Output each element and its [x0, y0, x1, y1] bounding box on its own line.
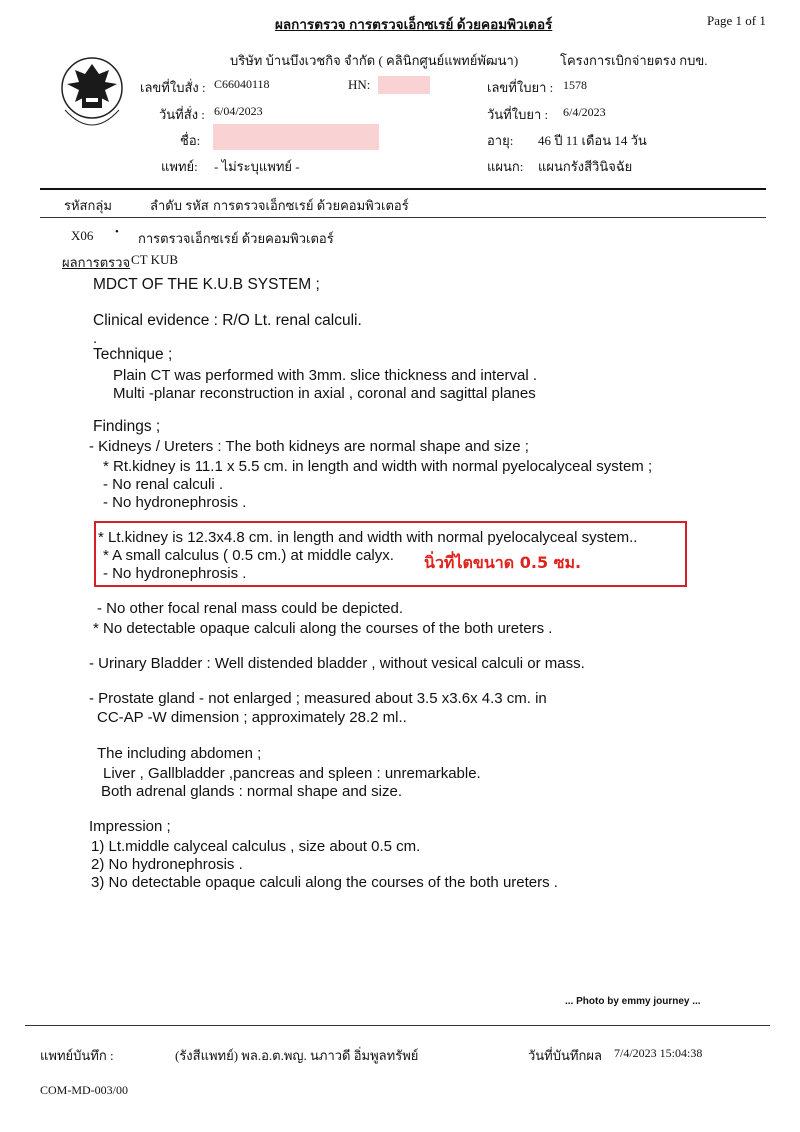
result-label: ผลการตรวจ [62, 255, 131, 270]
prostate-line-1: - Prostate gland - not enlarged ; measured about 3.5 x3.6x 4.3 cm. in [89, 690, 547, 707]
hn-redaction [378, 76, 430, 94]
prostate-line-2: CC-AP -W dimension ; approximately 28.2 ml.. [97, 709, 407, 726]
urinary-bladder-line: - Urinary Bladder : Well distended bladder , without vesical calculi or mass. [89, 655, 585, 672]
col-exam: การตรวจเอ็กซเรย์ ด้วยคอมพิวเตอร์ [213, 198, 409, 213]
impression-2: 2) No hydronephrosis . [91, 856, 243, 873]
recorder-name: (รังสีแพทย์) พล.อ.ต.พญ. นภาวดี อิ่มพูลทรัพย์ [175, 1048, 419, 1063]
rt-no-calculi: - No renal calculi . [103, 476, 224, 493]
lt-kidney-line: * Lt.kidney is 12.3x4.8 cm. in length and width with normal pyelocalyceal system.. [98, 529, 638, 546]
impression-heading: Impression ; [89, 818, 171, 835]
technique-line-1: Plain CT was performed with 3mm. slice thickness and interval . [113, 367, 538, 384]
record-date-value: 7/4/2023 15:04:38 [614, 1046, 703, 1060]
exam-code: X06 [71, 228, 94, 243]
name-redaction [213, 124, 379, 150]
photo-credit: ... Photo by emmy journey ... [565, 996, 701, 1007]
impression-3: 3) No detectable opaque calculi along the courses of the both ureters . [91, 874, 558, 891]
col-seq-code: ลำดับ รหัส [150, 198, 209, 213]
result-exam: CT KUB [131, 252, 179, 267]
no-focal-mass: - No other focal renal mass could be depicted. [97, 600, 403, 617]
findings-heading: Findings ; [93, 418, 161, 435]
order-date-label: วันที่สั่ง : [159, 107, 205, 122]
header-divider-top [40, 188, 766, 190]
technique-line-2: Multi -planar reconstruction in axial , coronal and sagittal planes [113, 385, 536, 402]
header-divider-bottom [40, 217, 766, 218]
garuda-emblem-icon [45, 50, 140, 150]
clinic-logo [45, 50, 140, 150]
project-name: โครงการเบิกจ่ายตรง กบข. [560, 53, 708, 68]
abdomen-organs-line: Liver , Gallbladder ,pancreas and spleen : unremarkable. [103, 765, 481, 782]
exam-name: การตรวจเอ็กซเรย์ ด้วยคอมพิวเตอร์ [138, 231, 334, 246]
clinical-evidence: Clinical evidence : R/O Lt. renal calculi. [93, 312, 362, 329]
order-no-value: C66040118 [214, 77, 270, 91]
hn-label: HN: [348, 77, 371, 92]
record-date-label: วันที่บันทึกผล [528, 1048, 602, 1063]
page-number: Page 1 of 1 [707, 13, 766, 28]
rx-date-value: 6/4/2023 [563, 105, 606, 119]
rt-no-hydronephrosis: - No hydronephrosis . [103, 494, 247, 511]
logo-text [45, 50, 46, 51]
age-value: 46 ปี 11 เดือน 14 วัน [538, 133, 647, 148]
no-ureter-calculi: * No detectable opaque calculi along the courses of the both ureters . [93, 620, 553, 637]
dept-label: แผนก: [487, 159, 524, 174]
impression-1: 1) Lt.middle calyceal calculus , size about 0.5 cm. [91, 838, 421, 855]
age-label: อายุ: [487, 133, 514, 148]
technique-heading: Technique ; [93, 346, 173, 363]
rx-date-label: วันที่ใบยา : [487, 107, 549, 122]
col-group-code: รหัสกลุ่ม [64, 198, 112, 213]
report-heading: MDCT OF THE K.U.B SYSTEM ; [93, 276, 320, 293]
dept-value: แผนกรังสีวินิจฉัย [538, 159, 633, 174]
recorder-label: แพทย์บันทึก : [40, 1048, 114, 1063]
document-title: ผลการตรวจ การตรวจเอ็กซเรย์ ด้วยคอมพิวเตอร์ [275, 17, 553, 32]
abdomen-heading: The including abdomen ; [97, 745, 262, 762]
order-no-label: เลขที่ใบสั่ง : [140, 80, 206, 95]
lt-no-hydronephrosis: - No hydronephrosis . [103, 565, 247, 582]
rx-no-label: เลขที่ใบยา : [487, 80, 554, 95]
name-label: ชื่อ: [180, 133, 201, 148]
kidneys-ureters-line: - Kidneys / Ureters : The both kidneys are normal shape and size ; [89, 438, 529, 455]
footer-divider [25, 1025, 770, 1026]
doctor-label: แพทย์: [161, 159, 198, 174]
order-date-value: 6/04/2023 [214, 104, 263, 118]
stone-size-annotation: นิ่วที่ไตขนาด 0.5 ซม. [424, 553, 582, 572]
rx-no-value: 1578 [563, 78, 587, 92]
lt-calculus-line: * A small calculus ( 0.5 cm.) at middle calyx. [103, 547, 394, 564]
exam-bullet: • [115, 226, 119, 238]
adrenal-line: Both adrenal glands : normal shape and size. [101, 783, 403, 800]
company-name: บริษัท บ้านบึงเวชกิจ จำกัด ( คลินิกศูนย์แพทย์พัฒนา) [230, 53, 519, 68]
rt-kidney-line: * Rt.kidney is 11.1 x 5.5 cm. in length and width with normal pyelocalyceal system ; [103, 458, 653, 475]
doctor-value: - ไม่ระบุแพทย์ - [214, 159, 300, 174]
form-code: COM-MD-003/00 [40, 1083, 129, 1097]
stray-dot: . [93, 330, 98, 347]
